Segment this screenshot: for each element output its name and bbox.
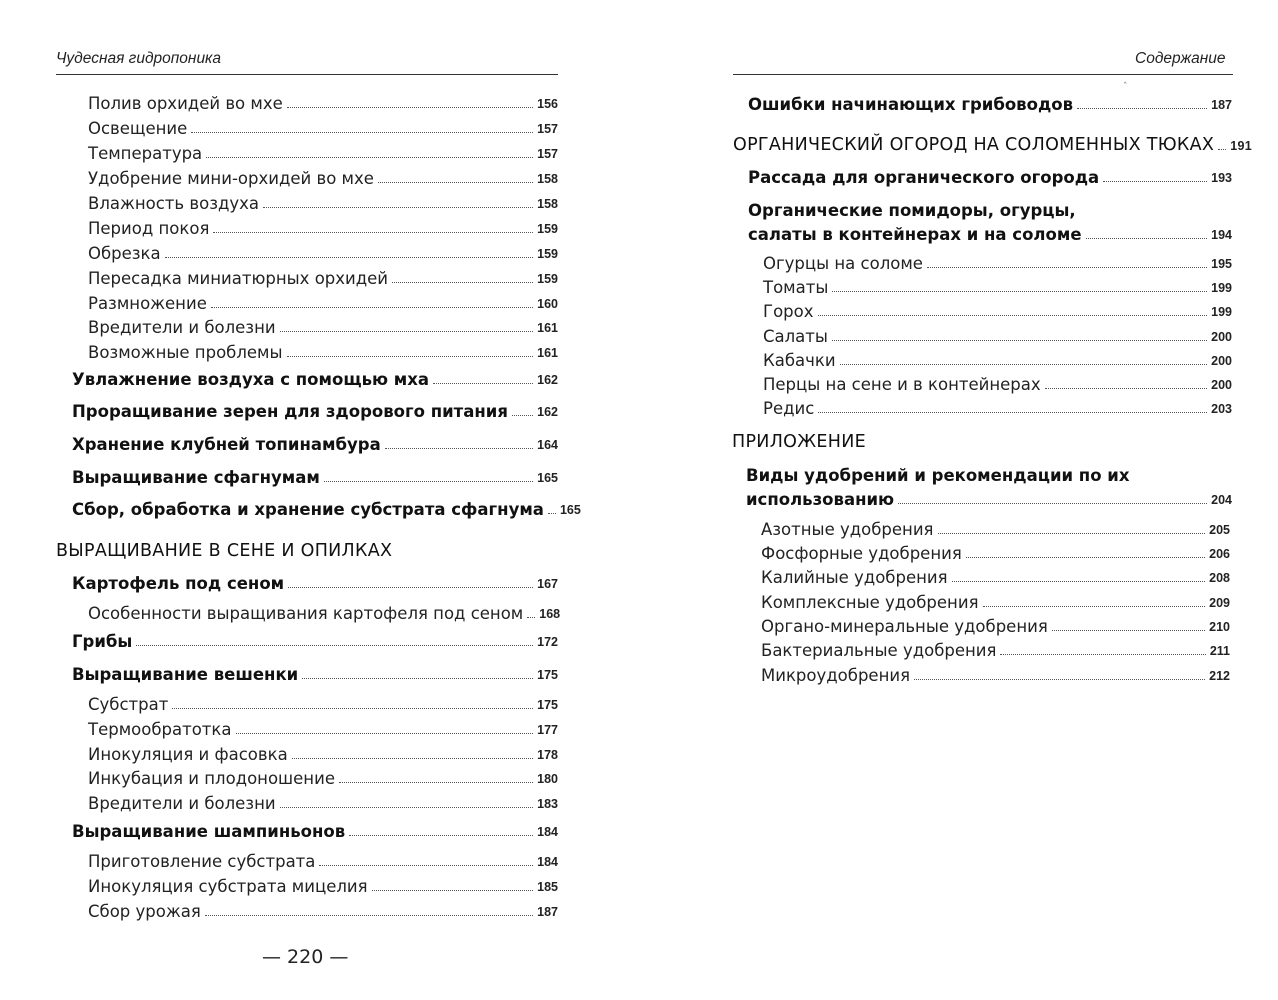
toc-entry[interactable] <box>72 574 558 593</box>
toc-entry-page: 158 <box>537 172 558 186</box>
toc-entry-page: 156 <box>537 97 558 111</box>
toc-entry[interactable] <box>88 769 558 788</box>
dot-leader <box>548 513 556 514</box>
toc-entry-title-line1: Виды удобрений и рекомендации по их <box>746 466 1130 485</box>
toc-entry-title: Бактериальные удобрения <box>761 641 997 660</box>
dot-leader <box>339 782 533 783</box>
toc-entry-page: 183 <box>537 797 558 811</box>
toc-entry-title: Размножение <box>88 294 207 313</box>
toc-entry-page: 184 <box>537 825 558 839</box>
dot-leader <box>938 533 1206 534</box>
toc-entry-title: Приготовление субстрата <box>88 852 316 871</box>
dot-leader <box>1077 108 1207 109</box>
toc-entry[interactable] <box>88 745 558 764</box>
toc-entry-page: 200 <box>1211 378 1232 392</box>
dot-leader <box>1045 388 1207 389</box>
toc-entry-title: Сбор, обработка и хранение субстрата сфагнума <box>72 500 544 519</box>
toc-entry-title: Субстрат <box>88 695 169 714</box>
toc-entry[interactable] <box>88 94 558 113</box>
toc-entry-title: Перцы на сене и в контейнерах <box>763 375 1041 394</box>
toc-entry[interactable] <box>88 318 558 337</box>
toc-entry[interactable] <box>88 720 558 739</box>
toc-entry-page: 211 <box>1209 644 1230 658</box>
running-head-right: Содержание <box>1135 50 1226 67</box>
dot-leader <box>512 415 533 416</box>
toc-entry[interactable] <box>761 520 1230 539</box>
toc-entry-title: Полив орхидей во мхе <box>88 94 283 113</box>
toc-entry-title: Особенности выращивания картофеля под сеном <box>88 604 524 623</box>
toc-entry-page: 205 <box>1209 523 1230 537</box>
toc-entry[interactable] <box>763 351 1232 370</box>
toc-entry-title: Температура <box>88 144 203 163</box>
toc-entry-title: Томаты <box>763 278 829 297</box>
toc-entry[interactable] <box>746 490 1232 509</box>
toc-entry-title: Калийные удобрения <box>761 568 948 587</box>
toc-entry[interactable] <box>88 269 558 288</box>
toc-entry-title: Хранение клубней топинамбура <box>72 435 381 454</box>
dot-leader <box>818 315 1208 316</box>
toc-entry-title: Освещение <box>88 119 188 138</box>
section-title: ПРИЛОЖЕНИЕ <box>732 432 866 452</box>
dot-leader <box>372 890 534 891</box>
toc-entry-title: салаты в контейнерах и на соломе <box>748 225 1082 244</box>
toc-entry[interactable] <box>761 544 1230 563</box>
toc-entry[interactable] <box>761 641 1230 660</box>
dot-leader <box>302 678 533 679</box>
toc-entry-title: Выращивание сфагнумам <box>72 468 320 487</box>
dot-leader <box>898 503 1207 504</box>
dot-leader <box>1218 149 1226 150</box>
toc-entry-page: 195 <box>1211 257 1232 271</box>
print-mark: ˆ <box>1123 82 1128 92</box>
toc-entry-page: 199 <box>1211 281 1232 295</box>
toc-entry-title: Вредители и болезни <box>88 318 276 337</box>
toc-entry-page: 208 <box>1209 571 1230 585</box>
toc-entry-page: 177 <box>537 723 558 737</box>
toc-entry-title: Влажность воздуха <box>88 194 260 213</box>
dot-leader <box>319 865 533 866</box>
toc-entry-page: 157 <box>537 147 558 161</box>
dot-leader <box>952 581 1206 582</box>
toc-entry[interactable] <box>88 902 558 921</box>
dot-leader <box>263 207 533 208</box>
toc-entry-page: 191 <box>1230 139 1252 153</box>
toc-entry-page: 167 <box>537 577 558 591</box>
dot-leader <box>832 291 1207 292</box>
toc-entry-page: 187 <box>537 905 558 919</box>
dot-leader <box>287 356 534 357</box>
toc-entry-title: ОРГАНИЧЕСКИЙ ОГОРОД НА СОЛОМЕННЫХ ТЮКАХ <box>733 135 1215 155</box>
toc-entry[interactable] <box>88 119 558 138</box>
dot-leader <box>292 758 533 759</box>
toc-entry[interactable] <box>88 144 558 163</box>
toc-entry[interactable] <box>88 695 558 714</box>
toc-entry-page: 161 <box>537 346 558 360</box>
toc-entry[interactable] <box>72 500 581 519</box>
toc-entry-page: 162 <box>537 373 558 387</box>
toc-entry-title: Салаты <box>763 327 828 346</box>
toc-entry-page: 200 <box>1211 354 1232 368</box>
toc-entry-title: Увлажнение воздуха с помощью мха <box>72 370 430 389</box>
toc-entry[interactable] <box>763 375 1232 394</box>
toc-entry-page: 203 <box>1211 402 1232 416</box>
toc-entry-title: Инкубация и плодоношение <box>88 769 335 788</box>
dot-leader <box>832 340 1207 341</box>
dot-leader <box>236 733 534 734</box>
toc-entry-page: 199 <box>1211 305 1232 319</box>
toc-entry-page: 165 <box>559 503 581 517</box>
running-head-left: Чудесная гидропоника <box>56 50 221 67</box>
dot-leader <box>349 835 533 836</box>
toc-entry[interactable] <box>72 665 558 684</box>
toc-entry-page: 194 <box>1211 228 1232 242</box>
dot-leader <box>983 606 1206 607</box>
dot-leader <box>280 807 534 808</box>
dot-leader <box>527 617 535 618</box>
toc-entry[interactable] <box>88 852 558 871</box>
toc-entry-title: Удобрение мини-орхидей во мхе <box>88 169 374 188</box>
dot-leader <box>1052 630 1205 631</box>
toc-entry-page: 184 <box>537 855 558 869</box>
toc-entry-title: Выращивание вешенки <box>72 665 299 684</box>
toc-entry-page: 175 <box>537 698 558 712</box>
toc-entry-page: 158 <box>537 197 558 211</box>
toc-entry-title: Редис <box>763 399 815 418</box>
dot-leader <box>1103 181 1207 182</box>
toc-entry-title: Ошибки начинающих грибоводов <box>748 95 1074 114</box>
dot-leader <box>392 282 533 283</box>
page-number: — 220 — <box>262 946 349 968</box>
dot-leader <box>136 645 533 646</box>
dot-leader <box>818 412 1207 413</box>
toc-entry-page: 204 <box>1211 493 1232 507</box>
toc-entry-page: 178 <box>537 748 558 762</box>
toc-entry-page: 210 <box>1209 620 1230 634</box>
toc-entry[interactable] <box>761 617 1230 636</box>
header-rule-right <box>733 74 1233 75</box>
dot-leader <box>1000 654 1205 655</box>
toc-entry-title: Огурцы на соломе <box>763 254 923 273</box>
toc-entry-title: Проращивание зерен для здорового питания <box>72 402 508 421</box>
toc-entry-page: 206 <box>1209 547 1230 561</box>
toc-entry-title: Термообратотка <box>88 720 232 739</box>
dot-leader <box>172 708 533 709</box>
dot-leader <box>966 557 1205 558</box>
toc-entry-title: Фосфорные удобрения <box>761 544 962 563</box>
toc-entry[interactable] <box>72 370 558 389</box>
toc-entry-title: Сбор урожая <box>88 902 201 921</box>
toc-entry-page: 165 <box>537 471 558 485</box>
toc-entry-page: 172 <box>537 635 558 649</box>
toc-entry-title: Выращивание шампиньонов <box>72 822 346 841</box>
toc-entry-title: Возможные проблемы <box>88 343 283 362</box>
toc-entry-title: Инокуляция и фасовка <box>88 745 288 764</box>
toc-entry[interactable] <box>72 435 558 454</box>
toc-entry[interactable] <box>763 302 1232 321</box>
toc-entry[interactable] <box>733 135 1252 155</box>
dot-leader <box>205 915 533 916</box>
toc-entry-title-line1: Органические помидоры, огурцы, <box>748 201 1076 220</box>
toc-entry-title: Рассада для органического огорода <box>748 168 1100 187</box>
dot-leader <box>927 267 1207 268</box>
toc-entry-title: Инокуляция субстрата мицелия <box>88 877 368 896</box>
toc-entry[interactable] <box>763 399 1232 418</box>
toc-entry[interactable] <box>761 568 1230 587</box>
toc-entry[interactable] <box>763 278 1232 297</box>
toc-entry-title: Обрезка <box>88 244 161 263</box>
toc-entry-page: 159 <box>537 247 558 261</box>
toc-entry-page: 159 <box>537 222 558 236</box>
dot-leader <box>211 307 533 308</box>
toc-entry[interactable] <box>761 593 1230 612</box>
toc-entry[interactable] <box>88 219 558 238</box>
dot-leader <box>324 481 533 482</box>
toc-entry-page: 212 <box>1209 669 1230 683</box>
toc-entry-page: 162 <box>537 405 558 419</box>
toc-entry[interactable] <box>761 666 1230 685</box>
toc-entry-title: использованию <box>746 490 895 509</box>
toc-entry[interactable] <box>72 632 558 651</box>
toc-entry[interactable] <box>88 794 558 813</box>
toc-entry-page: 180 <box>537 772 558 786</box>
toc-entry-title: Органо-минеральные удобрения <box>761 617 1048 636</box>
toc-entry[interactable] <box>72 822 558 841</box>
section-title: ВЫРАЩИВАНИЕ В СЕНЕ И ОПИЛКАХ <box>56 541 393 561</box>
header-rule-left <box>56 74 558 75</box>
dot-leader <box>840 364 1208 365</box>
toc-entry-page: 157 <box>537 122 558 136</box>
dot-leader <box>378 182 533 183</box>
toc-entry[interactable] <box>88 294 558 313</box>
toc-entry-title: Картофель под сеном <box>72 574 285 593</box>
toc-entry-title: Комплексные удобрения <box>761 593 979 612</box>
toc-entry-page: 161 <box>537 321 558 335</box>
toc-entry[interactable] <box>748 95 1232 114</box>
toc-entry-title: Вредители и болезни <box>88 794 276 813</box>
toc-entry[interactable] <box>763 327 1232 346</box>
toc-entry-page: 175 <box>537 668 558 682</box>
toc-entry-title: Грибы <box>72 632 133 651</box>
toc-entry-page: 193 <box>1211 171 1232 185</box>
toc-entry-page: 160 <box>537 297 558 311</box>
toc-entry-title: Период покоя <box>88 219 210 238</box>
dot-leader <box>191 132 533 133</box>
dot-leader <box>287 107 533 108</box>
toc-entry-page: 185 <box>537 880 558 894</box>
toc-entry[interactable] <box>72 402 558 421</box>
toc-entry-page: 187 <box>1211 98 1232 112</box>
toc-entry-title: Азотные удобрения <box>761 520 934 539</box>
dot-leader <box>280 331 534 332</box>
toc-entry-page: 164 <box>537 438 558 452</box>
dot-leader <box>1086 238 1208 239</box>
dot-leader <box>206 157 533 158</box>
toc-entry[interactable] <box>72 468 558 487</box>
toc-entry-page: 168 <box>539 607 561 621</box>
toc-entry[interactable] <box>88 194 558 213</box>
toc-entry[interactable] <box>88 343 558 362</box>
dot-leader <box>385 448 533 449</box>
toc-entry[interactable] <box>88 604 561 623</box>
toc-entry-page: 200 <box>1211 330 1232 344</box>
dot-leader <box>914 679 1205 680</box>
toc-entry[interactable] <box>748 225 1232 244</box>
toc-entry-page: 159 <box>537 272 558 286</box>
dot-leader <box>433 383 533 384</box>
toc-entry-title: Пересадка миниатюрных орхидей <box>88 269 389 288</box>
toc-entry-title: Микроудобрения <box>761 666 910 685</box>
dot-leader <box>288 587 533 588</box>
toc-entry-title: Горох <box>763 302 814 321</box>
dot-leader <box>165 257 534 258</box>
toc-entry[interactable] <box>88 244 558 263</box>
toc-entry[interactable] <box>763 254 1232 273</box>
toc-entry-title: Кабачки <box>763 351 836 370</box>
toc-entry-page: 209 <box>1209 596 1230 610</box>
toc-entry[interactable] <box>88 877 558 896</box>
dot-leader <box>213 232 533 233</box>
toc-entry[interactable] <box>88 169 558 188</box>
toc-entry[interactable] <box>748 168 1232 187</box>
